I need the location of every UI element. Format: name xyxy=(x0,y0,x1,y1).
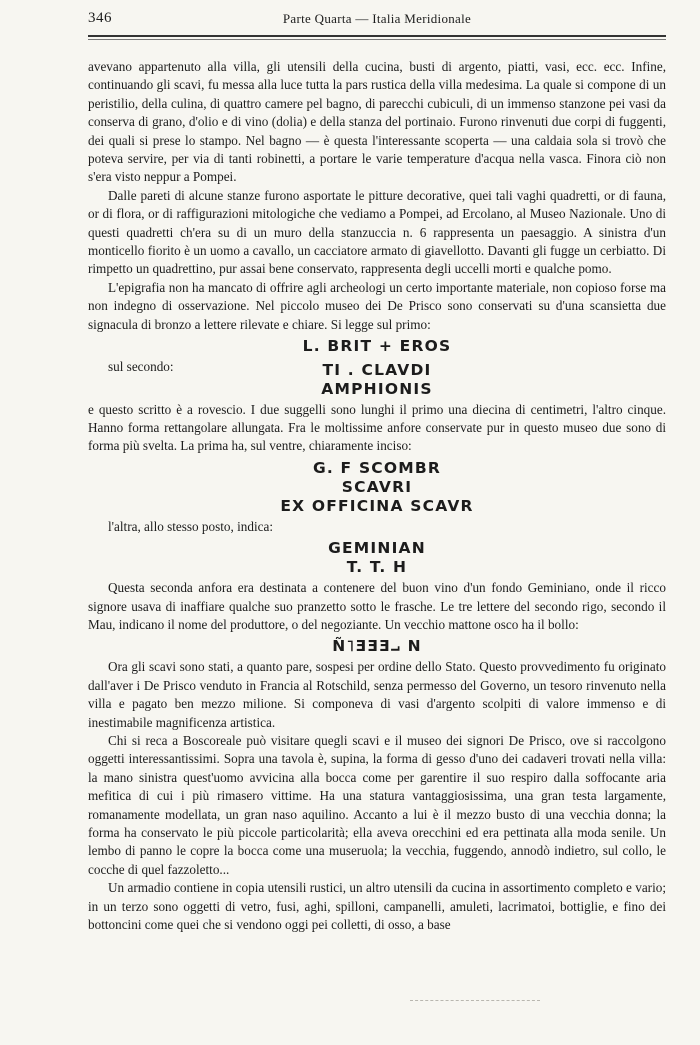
inscription-amphora-1-line-1: G. F SCOMBR xyxy=(312,458,442,477)
paragraph-1: avevano appartenuto alla villa, gli utensili della cucina, busti di argento, piatti, vasi, ecc. ecc. Infine, continuando gli scavi, fu messa alla luce tutta la pars rustica della villa medesima. La quale si compone di un peristilio, della culina, di quattro camere pel bagno, di parecchi cubiculi, di un immenso stanzone pei vasi da conserva di grano, d'olio e di vino (dolia) e della stanza del portinaio. Furono rinvenuti due corpi di fuggenti, dei quali si prese lo stampo. Nel bagno — è questa l'interessante scoperta — una caldaia sola si trovò che poteva servire, per via di tanti robinetti, a portare le varie temperature d'acqua nella vasca. Finora ciò non s'era visto neppur a Pompei. xyxy=(88,59,666,185)
inscription-amphora-2-line-2: T. T. H xyxy=(346,558,408,577)
inscription-amphora-1-line-2: SCAVRI xyxy=(341,477,413,496)
label-sul-secondo: sul secondo: xyxy=(108,359,174,375)
paragraph-4: e questo scritto è a rovescio. I due suggelli sono lunghi il primo una diecina di centimetri, l'altro cinque. Hanno forma rettangolare allungata. Fra le moltissime anfore conservate pur in questo museo due sono di forma più svelta. La prima ha, sul ventre, chiaramente inciso: xyxy=(88,401,666,454)
inscription-seal-2-line-2: AMPHIONIS xyxy=(321,379,433,398)
paragraph-7: Chi si reca a Boscoreale può visitare quegli scavi e il museo dei signori De Prisco, ove si raccolgono oggetti interessantissimi. Sopra una tavola è, supina, la forma di gesso d'uno dei cadaveri trovati nella villa: la mano sinistra quest'uomo avvicina alla bocca come per garentire il suo respiro dalla soffocante aria mefitica di cui i più rimasero vittime. Ha una statura vantaggiosissima, una gran testa largamente, romanamente modellata, un gran naso aquilino. Accanto a lui è il mezzo busto di una vecchia donna; la forma ha conservato le più piccole particolarità; ella aveva orecchini ed era pettinata alla moda senile. Un lembo di panno le copre la bocca come una museruola; la vecchia, fuggendo, annodò indietro, sul collo, le cocche di quel fazzoletto... xyxy=(88,732,666,877)
running-header xyxy=(88,8,666,30)
label-laltra: l'altra, allo stesso posto, indica: xyxy=(108,518,273,534)
paragraph-5: Questa seconda anfora era destinata a contenere del buon vino d'un fondo Geminiano, onde il ricco signore usava di inaffiare qualche suo pranzetto sotto le frasche. Le tre lettere del secondo rigo, secondo il Mau, indicano il nome del produttore, o del negoziante. Un vecchio mattone osco ha il bollo: xyxy=(88,580,666,632)
paragraph-2: Dalle pareti di alcune stanze furono asportate le pitture decorative, quei tali vaghi quadretti, or di fauna, or di flora, or di raffigurazioni mitologiche che vediamo a Pompei, ad Ercolano, al Museo Nazionale. Uno di questi quadretti ch'era su di un muro della stanzuccia n. 6 rappresenta un paesaggio. A sinistra d'un monticello fiorito è un uomo a cavallo, un cacciatore armato di giavellotto. Davanti gli fugge un cerbiatto. Di rimpetto un quadrettino, pur assai bene conservato, rappresenta degli uccelli morti e qualche pomo. xyxy=(88,187,666,277)
bottom-faint-mark xyxy=(410,1000,540,1001)
paragraph-6: Ora gli scavi sono stati, a quanto pare, sospesi per ordine dello Stato. Questo provvedimento fu originato dall'aver i De Prisco venduto in Francia al Rotschild, senza permesso del Governo, un tesoro rinvenuto nella villa e pagato ben mezzo milione. Si componeva di vasi d'argento scolpiti di valore immenso e di inestimabile magnificenza artistica. xyxy=(88,659,666,730)
page-number: 346 xyxy=(88,10,112,26)
header-rule xyxy=(88,35,666,37)
inscription-amphora-2-line-1: GEMINIAN xyxy=(328,539,426,558)
paragraph-3: L'epigrafia non ha mancato di offrire agli archeologi un certo importante materiale, non copioso forse ma non indegno di osservazione. Nel piccolo museo dei De Prisco sono conservati su d'una scansietta due signacula di bronzo a lettere rilevate e chiare. Si legge sul primo: xyxy=(88,279,666,332)
inscription-oscan-brick: Ñ˥ƎƎƎ⨼ N xyxy=(332,637,422,656)
inscription-seal-1: L. BRIT + EROS xyxy=(302,337,452,356)
inscription-amphora-1-line-3: EX OFFICINA SCAVR xyxy=(280,496,474,515)
inscription-seal-2-line-1: TI . CLAVDI xyxy=(322,360,432,379)
running-title: Parte Quarta — Italia Meridionale xyxy=(282,11,472,26)
paragraph-8: Un armadio contiene in copia utensili rustici, un altro utensili da cucina in assortimento completo e vario; in un terzo sono oggetti di vetro, fusi, aghi, spilloni, campanelli, amuleti, lacrimatoi, bottiglie, e fino dei bottoncini come quei che si vendono oggi pei colletti, di osso, a base xyxy=(88,880,666,933)
page-body xyxy=(88,58,666,934)
header-rule-thin xyxy=(88,39,666,40)
